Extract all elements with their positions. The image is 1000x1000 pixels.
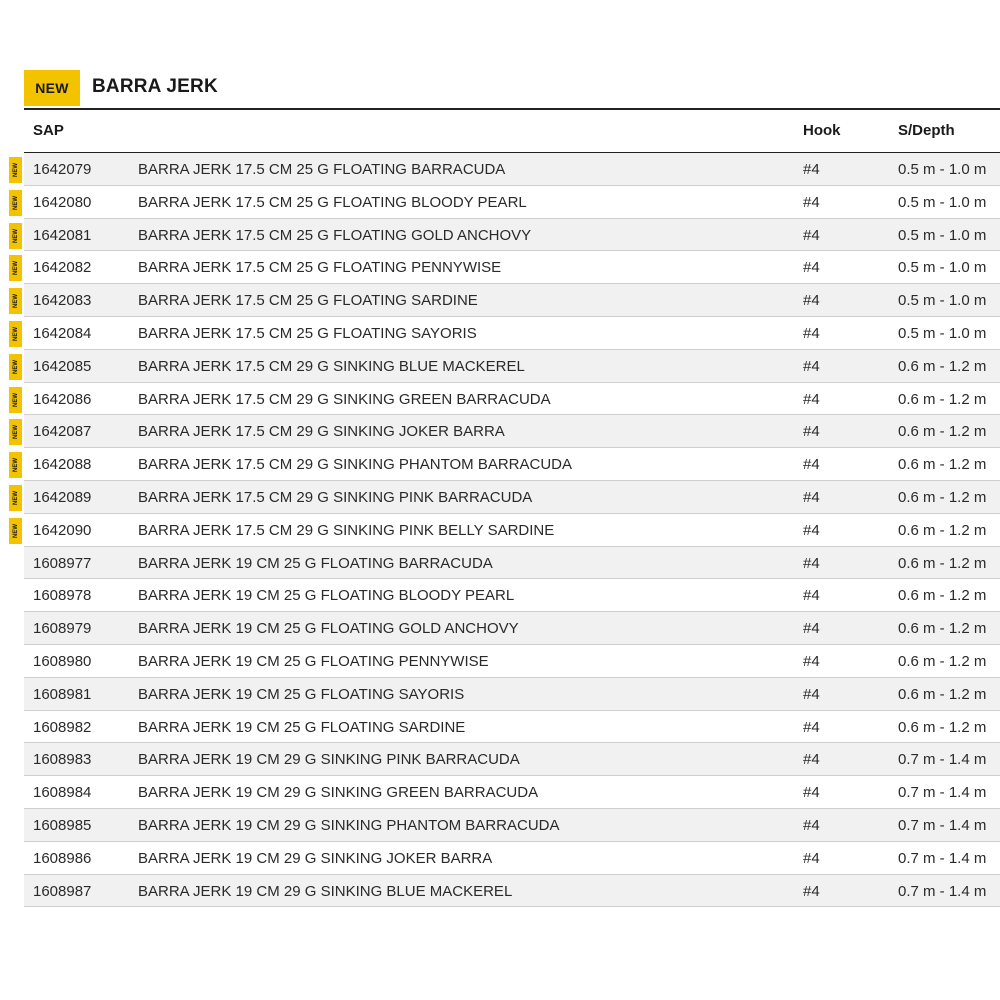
hook-cell: #4 [803,324,820,342]
table-header [24,110,1000,154]
description-cell: BARRA JERK 19 CM 25 G FLOATING BLOODY PEARL [138,587,515,605]
depth-cell: 0.7 m - 1.4 m [898,816,987,834]
description-cell: BARRA JERK 19 CM 25 G FLOATING SAYORIS [138,685,465,703]
new-side-badge-label: NEW [12,228,19,243]
hook-cell: #4 [803,816,820,834]
sap-cell: 1642090 [33,521,92,539]
hook-cell: #4 [803,193,820,211]
description-cell: BARRA JERK 19 CM 29 G SINKING GREEN BARRACUDA [138,784,539,802]
sap-cell: 1642080 [33,193,92,211]
depth-cell: 0.6 m - 1.2 m [898,423,987,441]
table-row [12,448,1000,481]
sap-cell: 1608987 [33,882,92,900]
description-cell: BARRA JERK 17.5 CM 29 G SINKING PHANTOM BARRACUDA [138,456,572,474]
sap-cell: 1642084 [33,324,92,342]
sap-cell: 1642082 [33,259,92,277]
depth-cell: 0.6 m - 1.2 m [898,521,987,539]
description-cell: BARRA JERK 19 CM 25 G FLOATING PENNYWISE [138,652,489,670]
new-side-badge [9,387,22,413]
description-cell: BARRA JERK 17.5 CM 25 G FLOATING PENNYWISE [138,259,502,277]
sap-cell: 1608986 [33,849,92,867]
table-row [12,317,1000,350]
depth-cell: 0.7 m - 1.4 m [898,784,987,802]
hook-cell: #4 [803,587,820,605]
table-row [24,645,1000,678]
new-side-badge [9,321,22,347]
new-side-badge [9,419,22,445]
column-depth-header: S/Depth [898,122,955,139]
new-side-badge [9,518,22,544]
table-row [24,547,1000,580]
table-row [12,251,1000,284]
sap-cell: 1608982 [33,718,92,736]
new-side-badge-label: NEW [12,490,19,505]
table-row [24,711,1000,744]
depth-cell: 0.6 m - 1.2 m [898,587,987,605]
description-cell: BARRA JERK 17.5 CM 25 G FLOATING BLOODY PEARL [138,193,527,211]
description-cell: BARRA JERK 17.5 CM 29 G SINKING GREEN BARRACUDA [138,390,551,408]
table-row [24,612,1000,645]
new-side-badge-label: NEW [12,163,19,177]
hook-cell: #4 [803,521,820,539]
description-cell: BARRA JERK 17.5 CM 25 G FLOATING SAYORIS [138,324,477,342]
sap-cell: 1608980 [33,652,92,670]
table-row [24,678,1000,711]
depth-cell: 0.6 m - 1.2 m [898,357,987,375]
description-cell: BARRA JERK 17.5 CM 25 G FLOATING SARDINE [138,292,478,310]
table-row [12,153,1000,186]
sap-cell: 1642089 [33,488,92,506]
sap-cell: 1608983 [33,751,92,769]
depth-cell: 0.6 m - 1.2 m [898,554,987,572]
description-cell: BARRA JERK 19 CM 29 G SINKING BLUE MACKEREL [138,882,513,900]
table-row [12,415,1000,448]
hook-cell: #4 [803,161,820,178]
hook-cell: #4 [803,292,820,310]
depth-cell: 0.7 m - 1.4 m [898,882,987,900]
sap-cell: 1642081 [33,226,92,244]
sap-cell: 1608979 [33,620,92,638]
table-row [24,579,1000,612]
sap-cell: 1608985 [33,816,92,834]
depth-cell: 0.7 m - 1.4 m [898,751,987,769]
sap-cell: 1608984 [33,784,92,802]
new-badge: NEW [24,70,80,106]
table-row [12,383,1000,416]
table-row [12,350,1000,383]
table-row [24,842,1000,875]
table-row [12,219,1000,252]
description-cell: BARRA JERK 19 CM 29 G SINKING PHANTOM BARRACUDA [138,816,560,834]
product-title: BARRA JERK [92,76,218,97]
hook-cell: #4 [803,620,820,638]
sap-cell: 1608978 [33,587,92,605]
description-cell: BARRA JERK 17.5 CM 29 G SINKING BLUE MACKEREL [138,357,525,375]
new-side-badge-label: NEW [12,326,19,341]
hook-cell: #4 [803,849,820,867]
depth-cell: 0.5 m - 1.0 m [898,292,987,310]
depth-cell: 0.5 m - 1.0 m [898,226,987,244]
column-sap-header: SAP [33,122,64,139]
table-row [12,284,1000,317]
hook-cell: #4 [803,751,820,769]
product-table [12,153,1000,907]
table-row [12,514,1000,547]
depth-cell: 0.6 m - 1.2 m [898,620,987,638]
table-row [24,776,1000,809]
hook-cell: #4 [803,882,820,900]
depth-cell: 0.5 m - 1.0 m [898,161,987,178]
depth-cell: 0.5 m - 1.0 m [898,259,987,277]
depth-cell: 0.6 m - 1.2 m [898,456,987,474]
hook-cell: #4 [803,488,820,506]
hook-cell: #4 [803,226,820,244]
new-side-badge [9,190,22,216]
new-side-badge [9,223,22,249]
hook-cell: #4 [803,456,820,474]
new-side-badge-label: NEW [12,392,19,407]
description-cell: BARRA JERK 19 CM 25 G FLOATING SARDINE [138,718,466,736]
sap-cell: 1608977 [33,554,92,572]
depth-cell: 0.5 m - 1.0 m [898,193,987,211]
description-cell: BARRA JERK 19 CM 25 G FLOATING GOLD ANCHOVY [138,620,519,638]
sap-cell: 1642087 [33,423,92,441]
depth-cell: 0.7 m - 1.4 m [898,849,987,867]
new-side-badge-label: NEW [12,195,19,210]
depth-cell: 0.5 m - 1.0 m [898,324,987,342]
sap-cell: 1642085 [33,357,92,375]
new-side-badge-label: NEW [12,458,19,473]
depth-cell: 0.6 m - 1.2 m [898,390,987,408]
hook-cell: #4 [803,390,820,408]
description-cell: BARRA JERK 19 CM 29 G SINKING PINK BARRACUDA [138,751,520,769]
table-row [12,481,1000,514]
sap-cell: 1608981 [33,685,92,703]
description-cell: BARRA JERK 17.5 CM 29 G SINKING PINK BELLY SARDINE [138,521,555,539]
new-side-badge [9,157,22,183]
hook-cell: #4 [803,423,820,441]
depth-cell: 0.6 m - 1.2 m [898,685,987,703]
sap-cell: 1642083 [33,292,92,310]
new-side-badge-label: NEW [12,359,19,374]
description-cell: BARRA JERK 17.5 CM 25 G FLOATING GOLD ANCHOVY [138,226,532,244]
hook-cell: #4 [803,685,820,703]
hook-cell: #4 [803,357,820,375]
table-row [24,875,1000,908]
new-side-badge-label: NEW [12,294,19,309]
table-row [24,809,1000,842]
description-cell: BARRA JERK 17.5 CM 29 G SINKING PINK BARRACUDA [138,488,533,506]
sap-cell: 1642079 [33,161,92,178]
description-cell: BARRA JERK 17.5 CM 25 G FLOATING BARRACUDA [138,161,506,178]
depth-cell: 0.6 m - 1.2 m [898,718,987,736]
hook-cell: #4 [803,718,820,736]
new-side-badge-label: NEW [12,261,19,276]
new-side-badge-label: NEW [12,425,19,440]
new-side-badge [9,288,22,314]
depth-cell: 0.6 m - 1.2 m [898,488,987,506]
sap-cell: 1642086 [33,390,92,408]
new-side-badge-label: NEW [12,523,19,538]
description-cell: BARRA JERK 19 CM 29 G SINKING JOKER BARRA [138,849,493,867]
column-hook-header: Hook [803,122,841,139]
description-cell: BARRA JERK 19 CM 25 G FLOATING BARRACUDA [138,554,493,572]
table-row [12,186,1000,219]
description-cell: BARRA JERK 17.5 CM 29 G SINKING JOKER BARRA [138,423,505,441]
new-side-badge [9,354,22,380]
sap-cell: 1642088 [33,456,92,474]
hook-cell: #4 [803,784,820,802]
new-side-badge [9,255,22,281]
new-side-badge [9,452,22,478]
hook-cell: #4 [803,652,820,670]
hook-cell: #4 [803,259,820,277]
hook-cell: #4 [803,554,820,572]
depth-cell: 0.6 m - 1.2 m [898,652,987,670]
product-header [24,70,1000,110]
new-side-badge [9,485,22,511]
table-row [24,743,1000,776]
